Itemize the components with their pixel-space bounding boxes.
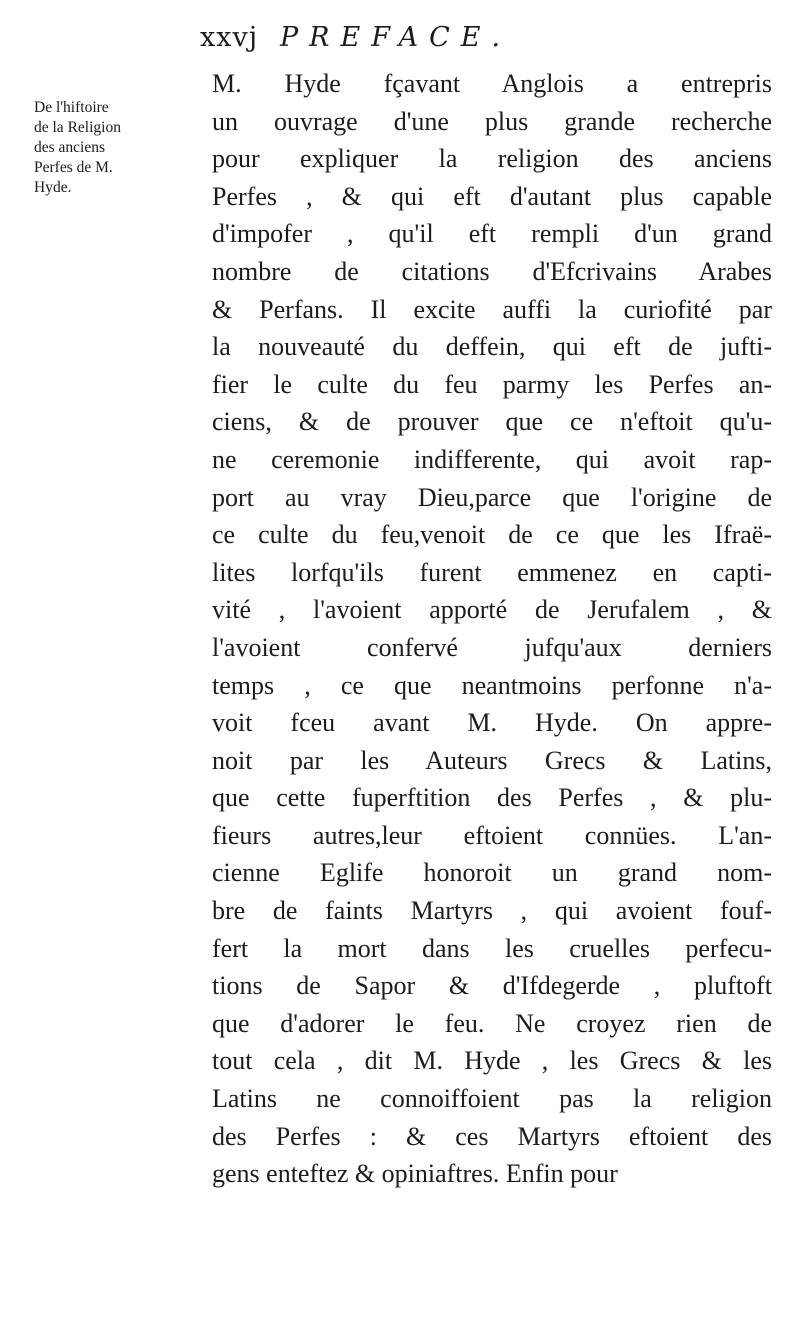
text-line: ce culte du feu,venoit de ce que les Ifraë- [212,520,772,550]
text-line: vité , l'avoient apporté de Jerufalem , & [212,595,772,625]
margin-note [34,98,204,198]
text-line: un ouvrage d'une plus grande recherche [212,106,772,136]
margin-note-line: Hyde. [34,179,72,196]
text-line: pour expliquer la religion des anciens [212,144,772,174]
text-line: fert la mort dans les cruelles perfecu- [212,933,772,963]
text-line: bre de faints Martyrs , qui avoient fouf- [212,896,772,926]
text-line: cienne Eglife honoroit un grand nom- [212,858,772,888]
text-line: fieurs autres,leur eftoient connües. L'an- [212,820,772,850]
text-line: des Perfes : & ces Martyrs eftoient des [212,1121,772,1151]
text-line: d'impofer , qu'il eft rempli d'un grand [212,219,772,249]
text-line: que cette fuperftition des Perfes , & plu- [212,783,772,813]
text-line: voit fceu avant M. Hyde. On appre- [212,708,772,738]
margin-note-line: Perfes de M. [34,159,113,176]
page-header [200,0,760,60]
text-line: tout cela , dit M. Hyde , les Grecs & les [212,1046,772,1076]
margin-note-line: de la Religion [34,119,121,136]
text-line: ne ceremonie indifferente, qui avoit rap- [212,444,772,474]
text-line: Latins ne connoiffoient pas la religion [212,1084,772,1114]
text-line: ciens, & de prouver que ce n'eftoit qu'u- [212,407,772,437]
text-line: & Perfans. Il excite auffi la curiofité par [212,294,772,324]
text-line: lites lorfqu'ils furent emmenez en capti- [212,557,772,587]
text-line: Perfes , & qui eft d'autant plus capable [212,181,772,211]
running-title: PREFACE. [280,22,512,53]
text-line: M. Hyde fçavant Anglois a entrepris [212,69,772,98]
text-line: tions de Sapor & d'Ifdegerde , pluftoft [212,971,772,1001]
text-line: l'avoient confervé jufqu'aux derniers [212,632,772,662]
text-line: la nouveauté du deffein, qui eft de jufti- [212,332,772,362]
text-line: port au vray Dieu,parce que l'origine de [212,482,772,512]
text-line: temps , ce que neantmoins perfonne n'a- [212,670,772,700]
text-line: nombre de citations d'Efcrivains Arabes [212,256,772,286]
text-line: que d'adorer le feu. Ne croyez rien de [212,1008,772,1038]
text-line: noit par les Auteurs Grecs & Latins, [212,745,772,775]
body-text [212,65,772,1193]
margin-note-line: des anciens [34,139,106,156]
text-line: gens enteftez & opiniaftres. Enfin pour [212,1159,618,1189]
text-line: fier le culte du feu parmy les Perfes an- [212,369,772,399]
margin-note-line: De l'hiftoire [34,99,109,116]
page-number: xxvj [200,22,259,53]
